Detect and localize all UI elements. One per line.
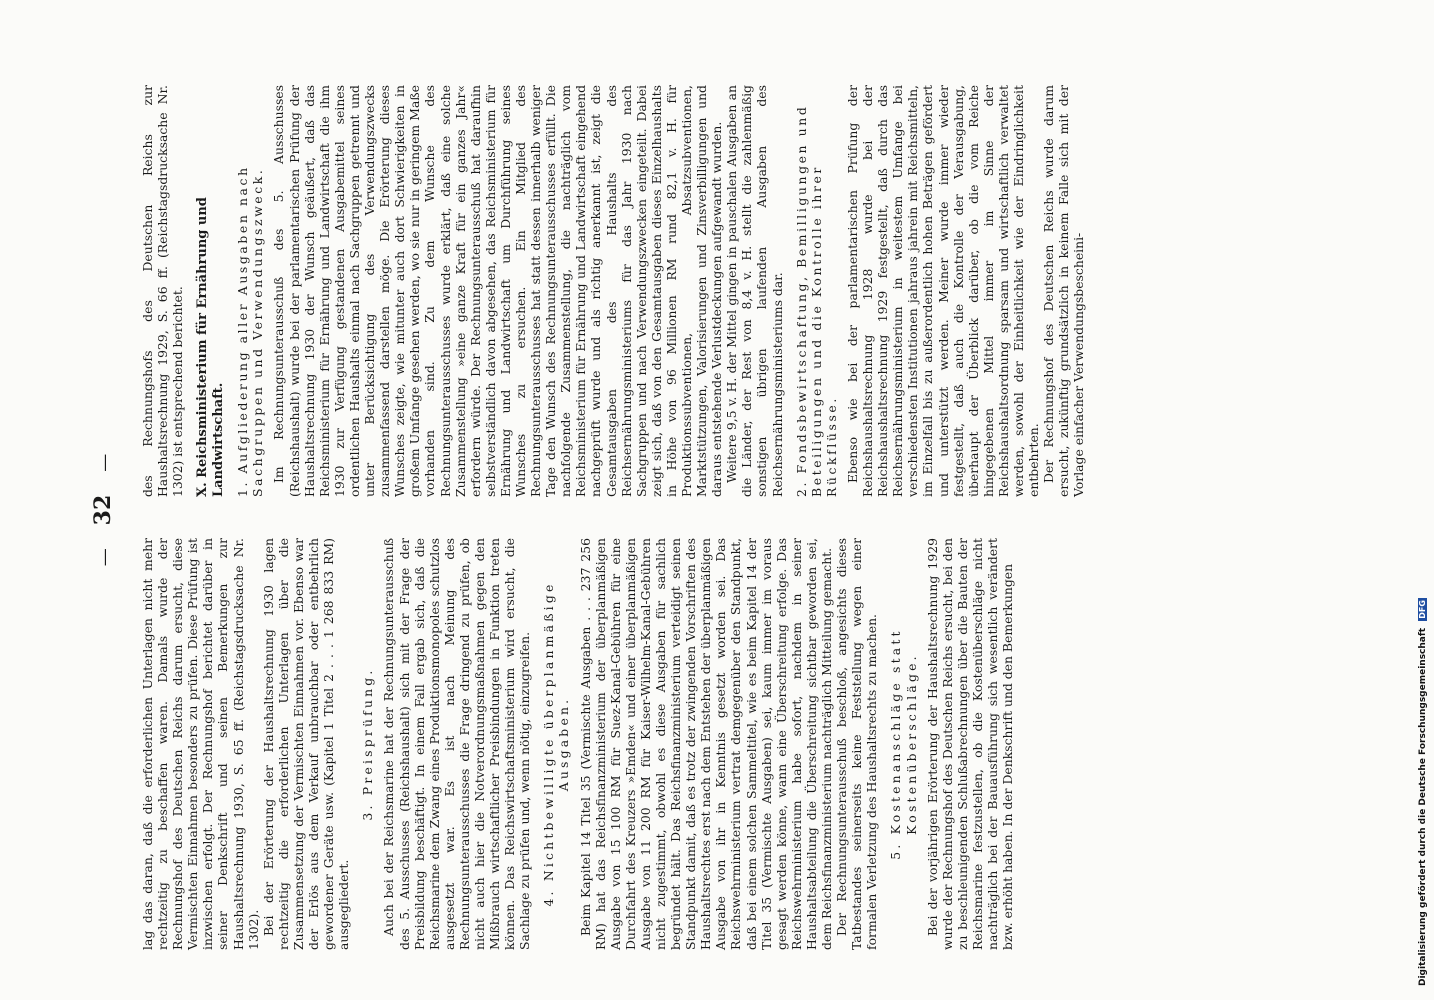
right-text-column bbox=[140, 85, 1086, 497]
paragraph: Der Rechnungsunterausschuß beschloß, angesichts dieses Tatbestandes seinerseits keine Feststellung wegen einer formalen Verletzung des Haushaltsrechts zu machen. bbox=[834, 538, 880, 950]
subsection-heading: 2. Fondsbewirtschaftung, Bemilligungen und Beteiligungen und die Kontrolle ihrer Rückflüsse. bbox=[793, 104, 839, 497]
section-heading: X. Reichsministerium für Ernährung und Landwirtschaft. bbox=[195, 197, 226, 497]
rotated-page-content bbox=[80, 70, 1320, 950]
left-text-column bbox=[140, 538, 1015, 950]
subsection-heading: 4. Nichtbewilligte überplanmäßige Ausgaben. bbox=[541, 581, 572, 907]
paragraph: lag das daran, daß die erforderlichen Unterlagen nicht mehr rechtzeitig zu beschaffen waren. Damals wurde der Rechnungshof des Deutschen Reichs darum ersucht, diese Vermischten Einnahmen besonders zu prüfen. Diese Prüfung ist inzwischen erfolgt. Der Rechnungshof berichtet darüber in seiner Denkschrift und seinen Bemerkungen zur Haushaltsrechnung 1930, S. 65 ff. (Reichstagsdrucksache Nr. 1302). bbox=[140, 538, 261, 950]
credit-text: Digitalisierung gefördert durch die Deutsche Forschungsgemeinschaft bbox=[1418, 627, 1428, 986]
paragraph: Der Rechnungshof des Deutschen Reichs wurde darum ersucht, zukünftig grundsätzlich in keinem Falle sich mit der Vorlage einfacher Verwendungsbescheini- bbox=[1041, 85, 1087, 497]
subsection-heading: 1. Aufgliederung aller Ausgaben nach Sachgruppen und Verwendungszweck. bbox=[235, 165, 266, 497]
dfg-logo: DFG bbox=[1418, 600, 1427, 619]
paragraph: Bei der vorjährigen Erörterung der Haushaltsrechnung 1929 wurde der Rechnungshof des Deutschen Reichs ersucht, bei den zu beschleunigenden Schlußabrechnungen über die Bauten der Reichsmarine festzustellen, ob die Kostenüberschläge nicht nachträglich bei der Bauausführung sich wesentlich verändert bzw. erhöht haben. In der Denkschrift und den Bemerkungen bbox=[924, 538, 1016, 950]
subsection-heading: 3. Preisprüfung. bbox=[360, 667, 376, 821]
paragraph: Auch bei der Reichsmarine hat der Rechnungsunterausschuß des 5. Ausschusses (Reichshaushalt) sich mit der Frage der Preisbildung beschäftigt. In einem Fall ergab sich, daß die Reichsmarine dem Zwang eines Produktionsmonopoles schutzlos ausgesetzt war. Es ist nach Meinung des Rechnungsunterausschusses die Frage dringend zu prüfen, ob nicht auch hier die Notverordnungsmaßnahmen gegen den Mißbrauch wirtschaftlicher Preisbindungen in Funktion treten können. Das Reichswirtschaftsministerium wird ersucht, die Sachlage zu prüfen und, wenn nötig, einzugreifen. bbox=[381, 538, 533, 950]
page-number-dash-right: — bbox=[94, 453, 115, 472]
paragraph: Beim Kapitel 14 Titel 35 (Vermischte Ausgaben . . . 237 256 RM) hat das Reichsfinanzministerium der überplanmäßigen Ausgabe von 15 100 RM für Suez-Kanal-Gebühren für eine Durchfahrt des Kreuzers »Emden« und einer überplanmäßigen Ausgabe von 11 200 RM für Kaiser-Wilhelm-Kanal-Gebühren nicht zugestimmt, obwohl es diese Ausgaben für sachlich begründet hält. Das Reichsfinanzministerium verteidigt seinen Standpunkt damit, daß es trotz der zwingenden Vorschriften des Haushaltsrechtes erst nach dem Entstehen der überplanmäßigen Ausgabe von ihr in Kenntnis gesetzt worden sei. Das Reichswehrministerium vertrat demgegenüber den Standpunkt, daß bei einem solchen Sammeltitel, wie es beim Kapitel 14 der Titel 35 (Vermischte Ausgaben) sei, kaum immer im voraus gesagt werden könne, wann eine Überschreitung erfolge. Das Reichswehrministerium habe sofort, nachdem in seiner Haushaltsabteilung die Überschreitung sichtbar geworden sei, dem Reichsfinanzministerium nachträglich Mitteilung gemacht. bbox=[577, 538, 835, 950]
paragraph: Ebenso wie bei der parlamentarischen Prüfung der Reichshaushaltsrechnung 1928 wurde bei der Reichshaushaltsrechnung 1929 festgestellt, daß durch das Reichsernährungsministerium in weitestem Umfange bei verschiedensten Institutionen jahraus jahrein mit Reichsmitteln, im Einzelfall bis zu außerordentlich hohen Beträgen gefördert und unterstützt werden. Meiner wurde immer wieder festgestellt, daß auch die Kontrolle der Verausgabung, überhaupt der Überblick darüber, ob die vom Reiche hingegebenen Mittel immer im Sinne der Reichshaushaltsordnung sparsam und wirtschaftlich verwaltet werden, sowohl der Einheitlichkeit wie der Eindringlichkeit entbehrten. bbox=[844, 85, 1042, 497]
paragraph: Bei der Erörterung der Haushaltsrechnung 1930 lagen rechtzeitig die erforderlichen Unterlagen über die Zusammensetzung der Vermischten Einnahmen vor. Ebenso war der Erlös aus dem Verkauf unbrauchbar oder entbehrlich gewordener Geräte usw. (Kapitel 1 Titel 2 . . . 1 268 833 RM) ausgegliedert. bbox=[260, 538, 352, 950]
subsection-heading: 5. Kostenanschläge statt Kostenüberschläge. bbox=[888, 628, 919, 860]
page-header bbox=[90, 70, 116, 950]
page-number: 32 bbox=[90, 494, 116, 526]
paragraph: Im Rechnungsunterausschuß des 5. Ausschusses (Reichshaushalt) wurde bei der parlamentarischen Prüfung der Haushaltsrechnung 1930 der Wunsch geäußert, daß das Reichsministerium für Ernährung und Landwirtschaft die ihm 1930 zur Verfügung gestandenen Ausgabemittel seines ordentlichen Haushalts einmal nach Sachgruppen getrennt und unter Berücksichtigung des Verwendungszwecks zusammenfassend darstellen möge. Die Erörterung dieses Wunsches zeigte, wie mitunter auch dort Schwierigkeiten in großem Umfange gesehen werden, wo sie nur in geringem Maße vorhanden sind. Zu dem Wunsche des Rechnungsunterausschusses wurde erklärt, daß eine solche Zusammenstellung »eine ganze Kraft für ein ganzes Jahr« erfordern würde. Der Rechnungsunterausschuß hat daraufhin selbstverständlich davon abgesehen, das Reichsministerium für Ernährung und Landwirtschaft um Durchführung seines Wunsches zu ersuchen. Ein Mitglied des Rechnungsunterausschusses hat statt dessen innerhalb weniger Tage den Wunsch des Rechnungsunterausschusses erfüllt. Die nachfolgende Zusammenstellung, die nachträglich vom Reichsministerium für Ernährung und Landwirtschaft eingehend nachgeprüft wurde und als richtig anerkannt ist, zeigt die Gesamtausgaben des Haushalts des Reichsernährungsministeriums für das Jahr 1930 nach Sachgruppen und nach Verwendungszwecken eingeteilt. Dabei zeigt sich, daß von den Gesamtausgaben dieses Einzelhaushalts in Höhe von 96 Millionen RM rund 82,1 v. H. für Produktionssubventionen, Absatzsubventionen, Marktstützungen, Valorisierungen und Zinsverbilligungen und daraus entstehende Verlustdeckungen aufgewandt wurden. bbox=[271, 85, 725, 497]
digitization-credit bbox=[1418, 598, 1428, 986]
paragraph: Weitere 9,5 v. H. der Mittel gingen in pauschalen Ausgaben an die Länder, der Rest von 8,4 v. H. stellt die zahlenmäßig sonstigen übrigen laufenden Ausgaben des Reichsernährungsministeriums dar. bbox=[724, 85, 785, 497]
paragraph: des Rechnungshofs des Deutschen Reichs zur Haushaltsrechnung 1929, S. 66 ff. (Reichstagsdrucksache Nr. 1302) ist entsprechend berichtet. bbox=[140, 85, 186, 497]
page-number-dash-left: — bbox=[94, 548, 115, 567]
